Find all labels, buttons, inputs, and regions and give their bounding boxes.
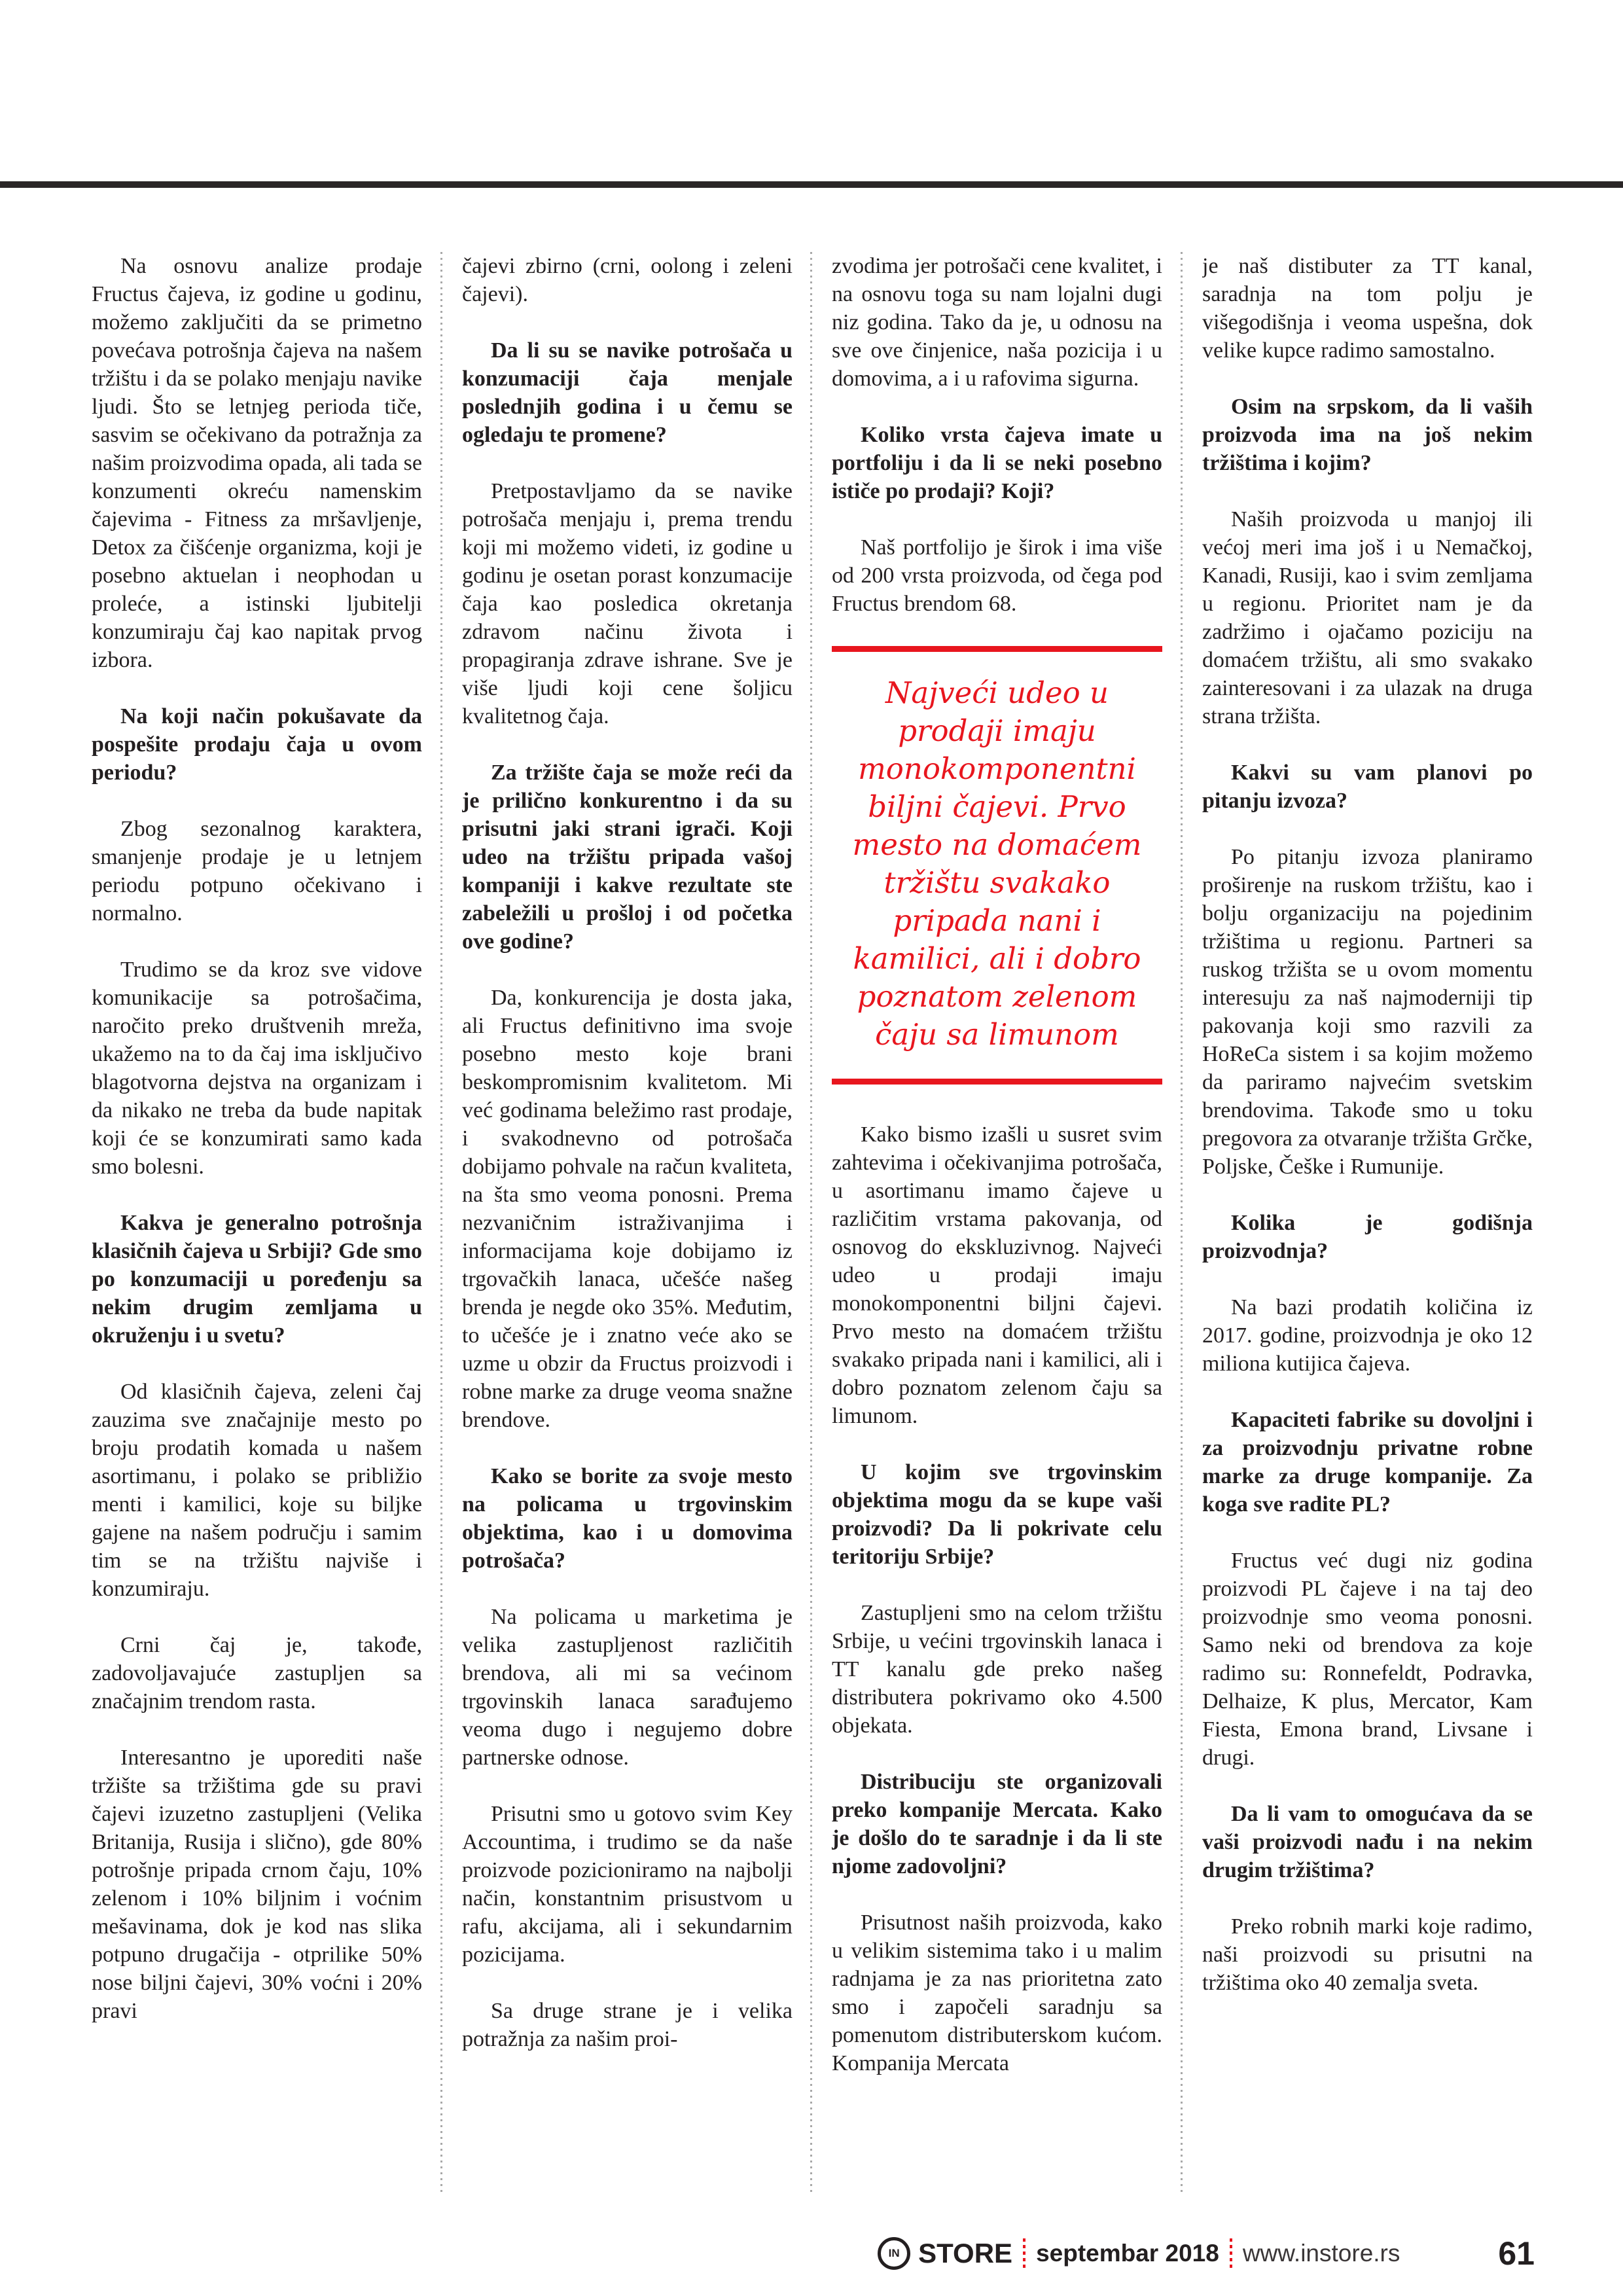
body-paragraph: Zastupljeni smo na celom tržištu Srbije, u većini trgovinskih lanaca i TT kanalu gde preko našeg distributera pokrivamo oko 4.500 objekata.	[832, 1601, 1162, 1738]
article-body	[92, 252, 1535, 2193]
footer-website-link: www.instore.rs	[1242, 2240, 1400, 2267]
body-paragraph: Sa druge strane je i velika potražnja za našim proi-	[462, 1999, 793, 2051]
body-paragraph: Da, konkurencija je dosta jaka, ali Fructus definitivno ima svoje posebno mesto koje brani beskompromisnim kvalitetom. Mi već godinama beležimo rast prodaje, i svakodnevno od potrošača dobijamo pohvale na račun kvaliteta, na šta smo veoma ponosni. Prema nezvaničnim istraživanjima i informacijama koje dobijamo iz trgovačkih lanaca, učešće našeg brenda je negde oko 35%. Međutim, to učešće je i znatno veće ako se uzme u obzir da Fructus proizvodi i robne marke za druge veoma snažne brendove.	[462, 986, 793, 1432]
text-column-1	[92, 252, 422, 2193]
body-paragraph: Crni čaj je, takođe, zadovoljavajuće zastupljen sa značajnim trendom rasta.	[92, 1633, 422, 1713]
text-column-2	[462, 252, 793, 2193]
question-heading: Koliko vrsta čajeva imate u portfoliju i da li se neki posebno ističe po prodaji? Koji?	[832, 423, 1162, 503]
page-number: 61	[1498, 2235, 1535, 2272]
body-paragraph: Naših proizvoda u manjoj ili većoj meri ima još i u Nemačkoj, Kanadi, Rusiji, kao i svim zemljama u regionu. Prioritet nam je da zadržimo i ojačamo poziciju na domaćem tržištu, ali smo svakako zainteresovani i za ulazak na druga strana tržišta.	[1202, 507, 1533, 728]
body-paragraph: Preko robnih marki koje radimo, naši proizvodi su prisutni na tržištima oko 40 zemalja sveta.	[1202, 1914, 1533, 1995]
text-column-3	[832, 252, 1162, 2193]
question-heading: Kakvi su vam planovi po pitanju izvoza?	[1202, 761, 1533, 813]
footer-red-dotted-separator	[1023, 2238, 1026, 2269]
body-paragraph: Na bazi prodatih količina iz 2017. godine, proizvodnja je oko 12 miliona kutijica čajeva.	[1202, 1295, 1533, 1376]
question-heading: Da li vam to omogućava da se vaši proizvodi nađu i na nekim drugim tržištima?	[1202, 1802, 1533, 1882]
footer-issue-date: septembar 2018	[1036, 2240, 1219, 2267]
body-paragraph: Na policama u marketima je velika zastupljenost različitih brendova, ali mi sa većinom trgovinskih lanaca sarađujemo veoma dugo i negujemo dobre partnerske odnose.	[462, 1605, 793, 1770]
text-column-4	[1202, 252, 1533, 2193]
body-paragraph: Fructus već dugi niz godina proizvodi PL čajeve i na taj deo proizvodnje smo veoma ponosni. Samo neki od brendova za koje radimo su: Ronnefeldt, Podravka, Delhaize, K plus, Mercator, Kam Fiesta, Emona brand, Livsane i drugi.	[1202, 1549, 1533, 1770]
top-divider-bar	[0, 181, 1623, 188]
question-heading: Kolika je godišnja proizvodnja?	[1202, 1211, 1533, 1263]
body-paragraph: Na osnovu analize prodaje Fructus čajeva, iz godine u godinu, možemo zaključiti da se primetno povećava potrošnja čajeva na našem tržištu i da se polako menjaju navike ljudi. Što se letnjeg perioda tiče, sasvim se očekivano da potražnja za našim proizvodima opada, ali tada se konzumenti okreću namenskim čajevima - Fitness za mršavljenje, Detox za čišćenje organizma, koji je posebno aktuelan i neophodan u proleće, a istinski ljubitelji konzumiraju čaj kao napitak prvog izbora.	[92, 254, 422, 672]
question-heading: Za tržište čaja se može reći da je prilično konkurentno i da su prisutni jaki strani igrači. Koji udeo na tržištu pripada vašoj kompaniji i kakve rezultate ste zabeležili u prošloj i od početka ove godine?	[462, 761, 793, 954]
body-paragraph: čajevi zbirno (crni, oolong i zeleni čajevi).	[462, 254, 793, 306]
pull-quote: Najveći udeo u prodaji imaju monokomponentni biljni čajevi. Prvo mesto na domaćem tržištu svakako pripada nani i kamilici, ali i dobro poznatom zelenom čaju sa limunom	[832, 646, 1162, 1085]
body-paragraph: Zbog sezonalnog karaktera, smanjenje prodaje je u letnjem periodu potpuno očekivano i normalno.	[92, 817, 422, 925]
body-paragraph: Od klasičnih čajeva, zeleni čaj zauzima sve značajnije mesto po broju prodatih komada u našem asortimanu, i polako se približio menti i kamilici, koje su biljke gajene na našem području i samim tim se na tržištu najviše i konzumiraju.	[92, 1380, 422, 1601]
question-heading: Osim na srpskom, da li vaših proizvoda ima na još nekim tržištima i kojim?	[1202, 395, 1533, 475]
column-divider-dotted	[810, 252, 812, 2193]
column-divider-dotted	[440, 252, 442, 2193]
body-paragraph: Kako bismo izašli u susret svim zahtevima i očekivanjima potrošača, u asortimanu imamo čajeve u različitim vrstama pakovanja, od osnovog do ekskluzivnog. Najveći udeo u prodaji imaju monokomponentni biljni čajevi. Prvo mesto na domaćem tržištu svakako pripada nani i kamilici, ali i dobro poznatom zelenom čaju sa limunom.	[832, 1122, 1162, 1428]
footer-red-dotted-separator	[1230, 2238, 1232, 2269]
question-heading: Distribuciju ste organizovali preko kompanije Mercata. Kako je došlo do te saradnje i da li ste njome zadovoljni?	[832, 1770, 1162, 1878]
page-footer	[0, 2231, 1535, 2276]
body-paragraph: Naš portfolijo je širok i ima više od 200 vrsta proizvoda, od čega pod Fructus brendom 68.	[832, 535, 1162, 616]
instore-logo-icon: IN	[878, 2237, 910, 2270]
question-heading: Kako se borite za svoje mesto na policama u trgovinskim objektima, kao i u domovima potrošača?	[462, 1464, 793, 1573]
column-divider-dotted	[1181, 252, 1183, 2193]
body-paragraph: Prisutni smo u gotovo svim Key Accountima, i trudimo se da naše proizvode pozicioniramo na najbolji način, konstantnim prisustvom u rafu, akcijama, ali i sekundarnim pozicijama.	[462, 1802, 793, 1967]
question-heading: Da li su se navike potrošača u konzumaciji čaja menjale poslednjih godina i u čemu se ogledaju te promene?	[462, 338, 793, 447]
body-paragraph: je naš distibuter za TT kanal, saradnja na tom polju je višegodišnja i veoma uspešna, dok velike kupce radimo samostalno.	[1202, 254, 1533, 363]
question-heading: Na koji način pokušavate da pospešite prodaju čaja u ovom periodu?	[92, 704, 422, 785]
body-paragraph: Prisutnost naših proizvoda, kako u velikim sistemima tako i u malim radnjama je za nas prioritetna zato smo i započeli saradnju sa pomenutom distributerskom kućom. Kompanija Mercata	[832, 1910, 1162, 2075]
question-heading: U kojim sve trgovinskim objektima mogu da se kupe vaši proizvodi? Da li pokrivate celu teritoriju Srbije?	[832, 1460, 1162, 1569]
question-heading: Kakva je generalno potrošnja klasičnih čajeva u Srbiji? Gde smo po konzumaciji u poređenju sa nekim drugim zemljama u okruženju i u svetu?	[92, 1211, 422, 1348]
body-paragraph: Pretpostavljamo da se navike potrošača menjaju i, prema trendu koji mi možemo videti, iz godine u godinu je osetan porast konzumacije čaja kao posledica okretanja zdravom načinu života i propagiranja zdrave ishrane. Sve je više ljudi koji cene šoljicu kvalitetnog čaja.	[462, 479, 793, 728]
body-paragraph: Po pitanju izvoza planiramo proširenje na ruskom tržištu, kao i bolju organizaciju na pojedinim tržištima u regionu. Partneri sa ruskog tržišta se u ovom momentu interesuju za naš najmoderniji tip pakovanja koji smo razvili za HoReCa sistem i sa kojim možemo da pariramo najvećim svetskim brendovima. Takođe smo u toku pregovora za otvaranje tržišta Grčke, Poljske, Češke i Rumunije.	[1202, 845, 1533, 1179]
body-paragraph: Interesantno je uporediti naše tržište sa tržištima gde su pravi čajevi izuzetno zastupljeni (Velika Britanija, Rusija i slično), gde 80% potrošnje pripada crnom čaju, 10% zelenom i 10% biljnim i voćnim mešavinama, dok je kod nas slika potpuno drugačija - otprilike 50% nose biljni čajevi, 30% voćni i 20% pravi	[92, 1746, 422, 2023]
question-heading: Kapaciteti fabrike su dovoljni i za proizvodnju privatne robne marke za druge kompanije. Za koga sve radite PL?	[1202, 1408, 1533, 1516]
body-paragraph: Trudimo se da kroz sve vidove komunikacije sa potrošačima, naročito preko društvenih mreža, ukažemo na to da čaj ima isključivo blagotvorna dejstva na organizam i da nikako ne treba da bude napitak koji će se konzumirati samo kada smo bolesni.	[92, 958, 422, 1179]
footer-brand: STORE	[918, 2238, 1013, 2269]
body-paragraph: zvodima jer potrošači cene kvalitet, i na osnovu toga su nam lojalni dugi niz godina. Tako da je, u odnosu na sve ove činjenice, naša pozicija i u domovima, a i u rafovima sigurna.	[832, 254, 1162, 391]
